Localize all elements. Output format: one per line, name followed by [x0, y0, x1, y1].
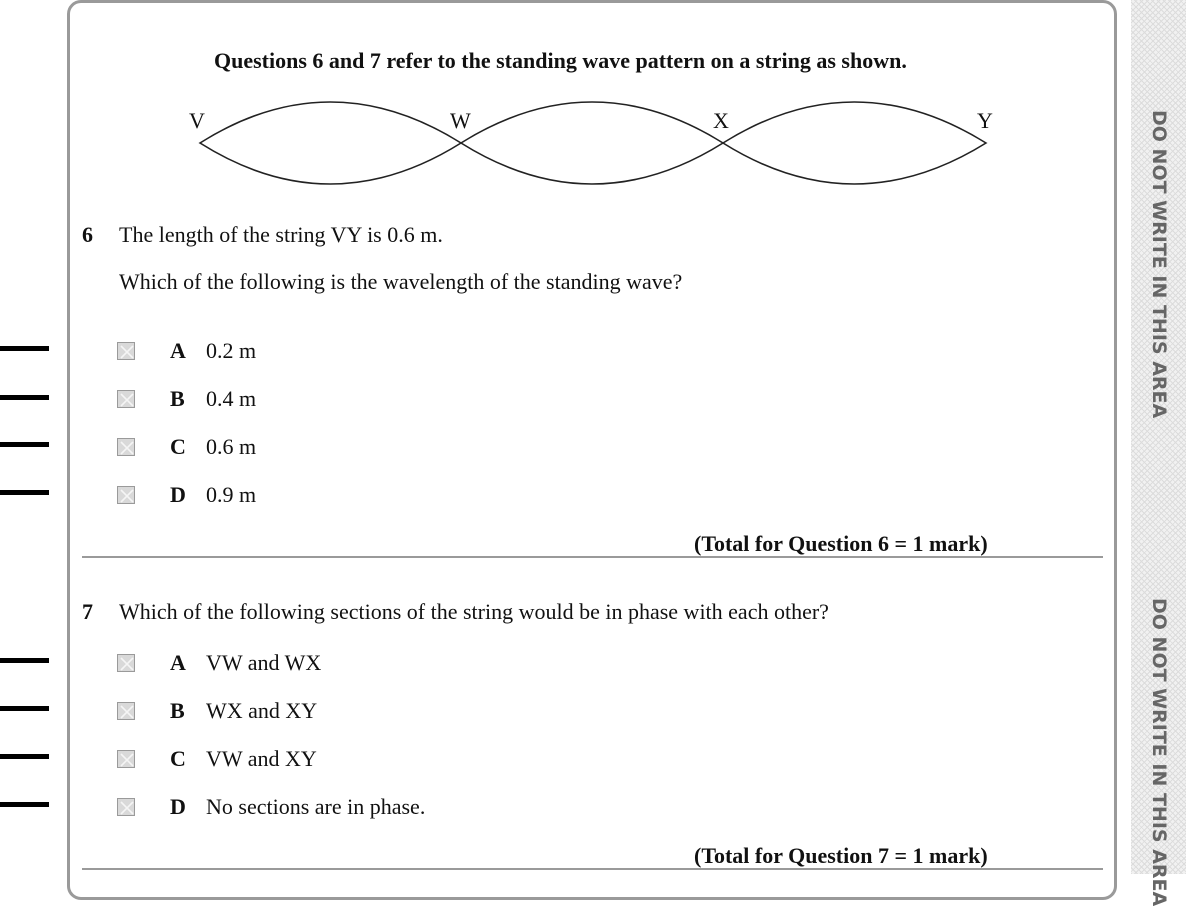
- timing-mark: [0, 706, 49, 711]
- cross-icon: [118, 751, 136, 769]
- cross-icon: [118, 703, 136, 721]
- divider: [82, 556, 1103, 558]
- intro-text: Questions 6 and 7 refer to the standing wave pattern on a string as shown.: [214, 48, 907, 73]
- option-letter: C: [170, 434, 186, 459]
- option-text: WX and XY: [206, 698, 318, 723]
- standing-wave-diagram: [190, 95, 1000, 195]
- label-w: W: [450, 108, 471, 133]
- answer-checkbox[interactable]: [117, 486, 135, 504]
- answer-checkbox[interactable]: [117, 702, 135, 720]
- option-text: 0.9 m: [206, 482, 257, 507]
- timing-mark: [0, 442, 49, 447]
- option-letter: D: [170, 482, 186, 507]
- label-x: X: [713, 108, 729, 133]
- timing-mark: [0, 754, 49, 759]
- option-text: 0.4 m: [206, 386, 257, 411]
- option-text: 0.6 m: [206, 434, 257, 459]
- option-letter: A: [170, 338, 186, 363]
- option-text: VW and XY: [206, 746, 317, 771]
- timing-mark: [0, 346, 49, 351]
- cross-icon: [118, 343, 136, 361]
- question-6-prompt: Which of the following is the wavelength of the standing wave?: [119, 269, 683, 294]
- answer-checkbox[interactable]: [117, 798, 135, 816]
- question-7-total: (Total for Question 7 = 1 mark): [694, 843, 988, 868]
- cross-icon: [118, 655, 136, 673]
- option-letter: C: [170, 746, 186, 771]
- timing-mark: [0, 395, 49, 400]
- wave-loop-xy: [723, 102, 986, 184]
- answer-checkbox[interactable]: [117, 342, 135, 360]
- answer-checkbox[interactable]: [117, 438, 135, 456]
- cross-icon: [118, 487, 136, 505]
- option-text: VW and WX: [206, 650, 322, 675]
- option-text: 0.2 m: [206, 338, 257, 363]
- option-letter: D: [170, 794, 186, 819]
- answer-checkbox[interactable]: [117, 390, 135, 408]
- cross-icon: [118, 799, 136, 817]
- question-6-stem: The length of the string VY is 0.6 m.: [119, 222, 443, 247]
- cross-icon: [118, 439, 136, 457]
- timing-mark: [0, 490, 49, 495]
- divider: [82, 868, 1103, 870]
- option-text: No sections are in phase.: [206, 794, 426, 819]
- wave-loop-vw: [200, 102, 461, 184]
- question-6-total: (Total for Question 6 = 1 mark): [694, 531, 988, 556]
- question-6-number: 6: [82, 222, 93, 247]
- margin-warning-top: DO NOT WRITE IN THIS AREA: [1148, 110, 1170, 419]
- timing-mark: [0, 658, 49, 663]
- option-letter: B: [170, 698, 185, 723]
- timing-mark: [0, 802, 49, 807]
- question-7-stem: Which of the following sections of the string would be in phase with each other?: [119, 599, 829, 624]
- option-letter: A: [170, 650, 186, 675]
- label-y: Y: [977, 108, 993, 133]
- answer-checkbox[interactable]: [117, 654, 135, 672]
- cross-icon: [118, 391, 136, 409]
- margin-warning-bottom: DO NOT WRITE IN THIS AREA: [1148, 598, 1170, 906]
- question-7-number: 7: [82, 599, 93, 624]
- answer-checkbox[interactable]: [117, 750, 135, 768]
- wave-loop-wx: [461, 102, 723, 184]
- option-letter: B: [170, 386, 185, 411]
- label-v: V: [189, 108, 205, 133]
